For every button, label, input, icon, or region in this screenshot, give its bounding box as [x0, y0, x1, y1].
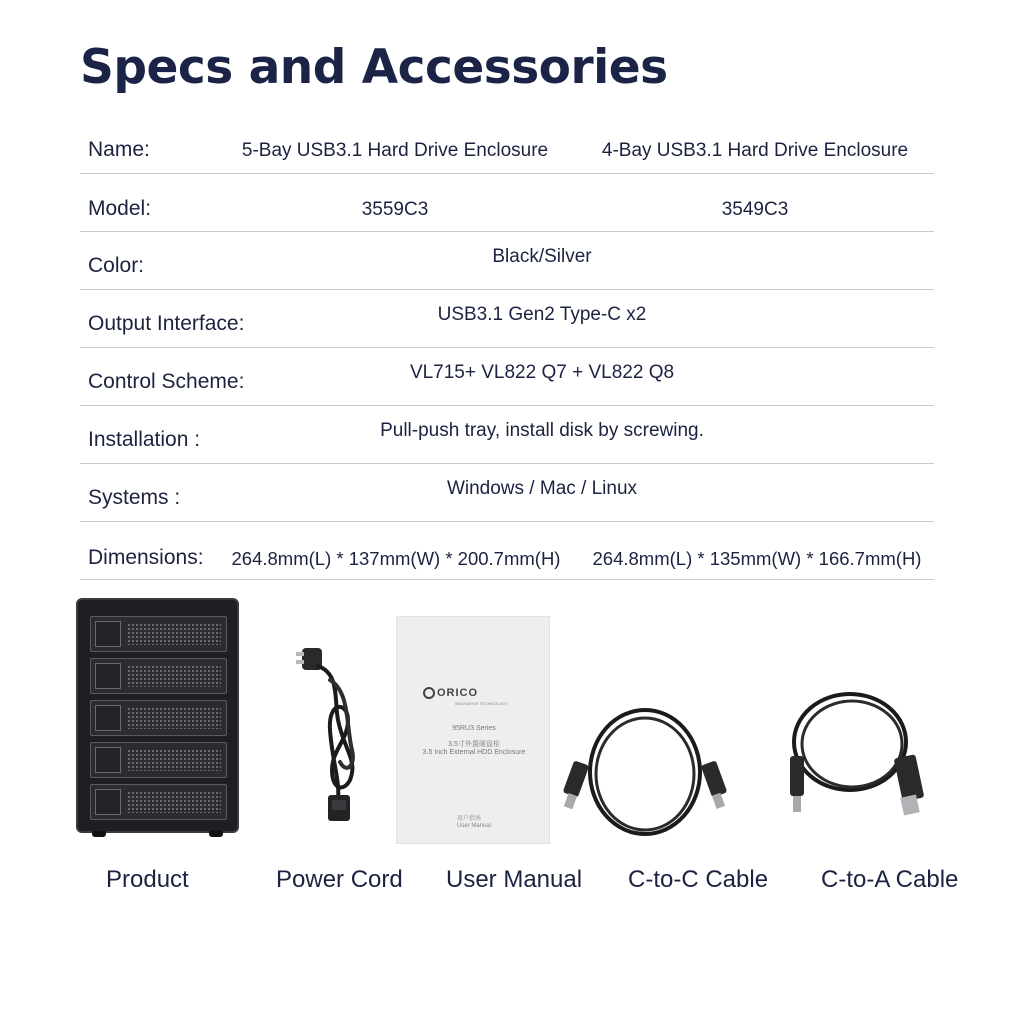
spec-row-installation: [80, 406, 934, 464]
spec-value-output: USB3.1 Gen2 Type-C x2: [437, 304, 647, 325]
spec-value-model-5bay: 3559C3: [361, 199, 429, 220]
c-to-a-cable-image: [780, 686, 950, 826]
manual-series: 95RU3 Series: [452, 725, 496, 732]
spec-value-model-4bay: 3549C3: [721, 199, 789, 220]
manual-footer-cn: 用户指南: [457, 816, 482, 822]
manual-title-en: 3.5 Inch External HDD Enclosure: [422, 749, 526, 756]
spec-label-systems: Systems :: [88, 486, 181, 509]
spec-value-installation: Pull-push tray, install disk by screwing.: [380, 420, 704, 441]
spec-row-systems: [80, 464, 934, 522]
spec-row-color: [80, 232, 934, 290]
spec-value-name-5bay: 5-Bay USB3.1 Hard Drive Enclosure: [241, 140, 549, 161]
spec-value-control: VL715+ VL822 Q7 + VL822 Q8: [409, 362, 675, 383]
spec-table: [80, 116, 934, 580]
spec-label-color: Color:: [88, 254, 145, 277]
label-user-manual: User Manual: [446, 866, 583, 893]
label-c-to-c-cable: C-to-C Cable: [628, 866, 769, 893]
page-title: Specs and Accessories: [80, 40, 668, 95]
manual-footer-en: User Manual: [457, 823, 492, 829]
manual-brand-sub: INNOVATIVE TECHNOLOGY: [455, 701, 508, 706]
spec-value-color: Black/Silver: [492, 246, 592, 267]
spec-label-control: Control Scheme:: [88, 370, 245, 393]
spec-row-model: [80, 174, 934, 232]
enclosure-image: [76, 598, 239, 833]
label-c-to-a-cable: C-to-A Cable: [821, 866, 959, 893]
orico-logo-icon: [423, 687, 435, 699]
spec-label-installation: Installation :: [88, 428, 201, 451]
spec-row-control: [80, 348, 934, 406]
drive-bay: [90, 616, 227, 652]
spec-label-output: Output Interface:: [88, 312, 245, 335]
drive-bay: [90, 784, 227, 820]
drive-bay: [90, 700, 227, 736]
spec-value-name-4bay: 4-Bay USB3.1 Hard Drive Enclosure: [601, 140, 909, 161]
spec-value-dimensions-4bay: 264.8mm(L) * 135mm(W) * 166.7mm(H): [592, 548, 922, 569]
spec-row-dimensions: [80, 522, 934, 580]
user-manual-image: [396, 616, 550, 844]
spec-value-systems: Windows / Mac / Linux: [446, 478, 638, 499]
spec-value-dimensions-5bay: 264.8mm(L) * 137mm(W) * 200.7mm(H): [231, 548, 561, 569]
label-power-cord: Power Cord: [276, 866, 403, 893]
drive-bay: [90, 658, 227, 694]
power-cord-image: [288, 640, 378, 825]
drive-bay: [90, 742, 227, 778]
spec-label-dimensions: Dimensions:: [88, 546, 204, 569]
spec-row-output: [80, 290, 934, 348]
spec-label-name: Name:: [88, 138, 150, 161]
manual-brand: ORICO: [437, 687, 479, 699]
spec-row-name: [80, 116, 934, 174]
c-to-c-cable-image: [560, 700, 730, 850]
spec-label-model: Model:: [88, 197, 152, 220]
manual-title-cn: 3.5寸外置硬盘柜: [448, 741, 500, 748]
label-product: Product: [106, 866, 189, 893]
